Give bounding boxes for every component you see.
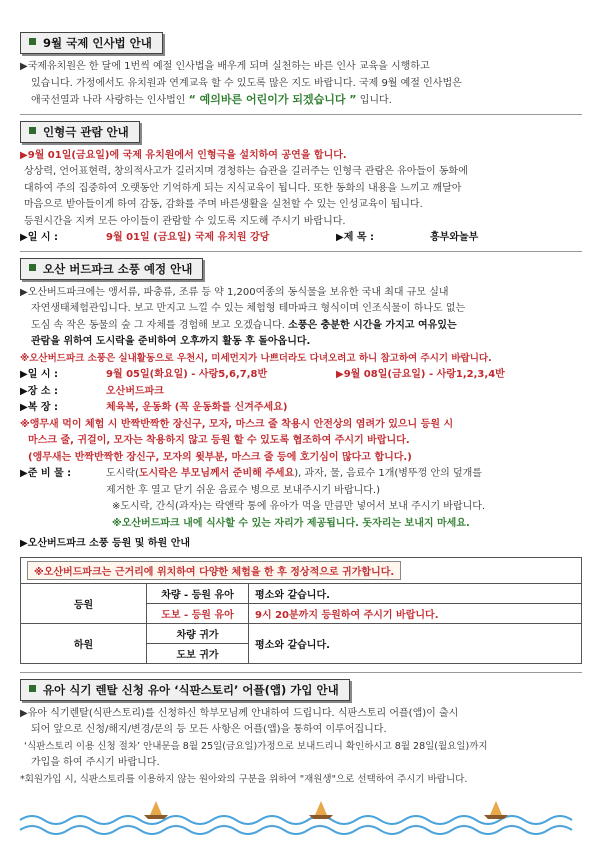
text-span: 도시락은 부모님께서 준비해 주세요	[138, 468, 295, 479]
text-line: ▶오산버드파크에는 앵서류, 파충류, 조류 등 약 1,200여종의 동식물을 보유한 국내 최대 규모 실내	[20, 286, 449, 298]
divider	[20, 251, 582, 252]
text-line: 상상력, 언어표현력, 창의적사고가 길러지며 경청하는 습관을 길러주는 인형극 관람은 유아들이 동화에	[24, 166, 468, 177]
dish-rental-paragraph	[20, 706, 582, 789]
text-line: 자연생태체험관입니다. 보고 만지고 느낄 수 있는 체험형 테마파크 형식이며 인조식물이 하나도 없는	[31, 303, 466, 314]
section-title-puppet-show: 인형극 관람 안내	[20, 121, 140, 143]
text-line: ※도시락, 간식(과자)는 락앤락 통에 유아가 먹을 만큼만 넣어서 보내 주시기 바랍니다.	[112, 501, 486, 512]
divider	[20, 114, 582, 115]
text-span: ), 과자, 물, 음료수 1개(병뚜껑 안의 덮개를	[294, 468, 482, 479]
section-title-dish-rental: 유아 식기 렌탈 신청 유아 ‘식판스토리’ 어플(앱) 가입 안내	[20, 679, 350, 701]
arrive-mode-bus: 차량 - 등원 유아	[147, 583, 249, 603]
schedule-title: ▶오산버드파크 소풍 등원 및 하원 안내	[20, 538, 191, 549]
section-title-greeting: 9월 국제 인사법 안내	[20, 32, 163, 54]
leave-label: 하원	[21, 623, 147, 663]
text-line: ‘식판스토리 이용 신청 절차’ 안내문을 8월 25일(금요일)가정으로 보내드리니 확인하시고 8월 28일(월요일)까지	[24, 740, 488, 752]
text-line: 등원시간을 지켜 모든 아이들이 관람할 수 있도록 지도해 주시기 바랍니다.	[24, 215, 346, 227]
date-value: 9월 01일 (금요일) 국제 유치원 강당	[106, 232, 270, 243]
text-line: 마음으로 받아들이게 하여 감동, 감화를 주며 바른생활을 실천할 수 있는 인성교육이 됩니다.	[24, 199, 423, 210]
place-label: ▶장 소 :	[20, 385, 58, 397]
topic-label: ▶제 목 :	[336, 232, 374, 243]
text-line: 제거한 후 열고 닫기 쉬운 음료수 병으로 보내주시기 바랍니다.)	[106, 484, 381, 496]
text-line: 있습니다. 가정에서도 유치원과 연계교육 할 수 있도록 많은 지도 바랍니다. 국제 9월 예절 인사법은	[31, 77, 462, 89]
arrive-info-bus: 평소와 같습니다.	[249, 583, 582, 603]
text-line: 관람을 위하여 도시락을 준비하여 오후까지 활동 후 돌아옵니다.	[31, 336, 311, 347]
arrive-mode-walk: 도보 - 등원 유아	[147, 603, 249, 623]
text-line: 되어 앞으로 신청/해지/변경/문의 등 모든 사항은 어플(앱)을 통하여 이루어집니다.	[31, 724, 387, 735]
date-value-2: ▶9월 08일(금요일) - 사랑1,2,3,4반	[336, 369, 505, 380]
text-span: 도시락(	[106, 468, 139, 479]
text-line: 가입을 하여 주시기 바랍니다.	[31, 757, 160, 768]
leave-mode-bus: 차량 귀가	[147, 623, 249, 643]
rain-note: ※오산버드파크 소풍은 실내활동으로 우천시, 미세먼지가 나쁘더라도 다녀오려고 하니 참고하여 주시기 바랍니다.	[20, 352, 492, 364]
arrive-label: 등원	[21, 583, 147, 623]
topic-value: 흥부와놀부	[430, 232, 479, 243]
schedule-table	[20, 557, 582, 664]
text-span: 입니다.	[356, 95, 392, 106]
divider	[20, 672, 582, 673]
sailboat-wave-icon	[0, 790, 600, 849]
greeting-paragraph	[20, 59, 582, 110]
dress-value: 체육복, 운동화 (꼭 운동화를 신겨주세요)	[106, 402, 288, 413]
table-row	[21, 557, 582, 583]
dress-label: ▶복 장 :	[20, 402, 58, 413]
schedule-note: ※오산버드파크는 근거리에 위치하여 다양한 체험을 한 후 정상적으로 귀가합니다.	[27, 561, 401, 580]
parrot-warning-line: ※앵무새 먹이 체험 시 반짝반짝한 장신구, 모자, 마스크 줄 착용시 안전상의 염려가 있으니 등원 시	[20, 418, 454, 430]
parrot-warning-line: 마스크 줄, 귀걸이, 모자는 착용하지 않고 등원 할 수 있도록 협조하여 주시기 바랍니다.	[28, 435, 410, 446]
leave-mode-walk: 도보 귀가	[147, 643, 249, 663]
schedule-title-text: 오산버드파크 소풍 등원 및 하원 안내	[27, 538, 191, 549]
arrive-info-walk: 9시 20분까지 등원하여 주시기 바랍니다.	[249, 603, 582, 623]
newsletter-page	[20, 32, 582, 788]
text-line: ▶국제유치원은 한 달에 1번씩 예절 인사법을 배우게 되며 실천하는 바른 인사 교육을 시행하고	[20, 61, 430, 72]
puppet-show-info-row	[20, 230, 582, 247]
leave-info: 평소와 같습니다.	[249, 623, 582, 663]
text-line	[20, 318, 582, 335]
table-row	[21, 583, 582, 603]
bird-park-place-row	[20, 384, 582, 401]
greeting-phrase: “ 예의바른 어린이가 되겠습니다 ”	[188, 93, 357, 106]
text-span: 도심 속 작은 동물의 숲 그 자체를 경험해 보고 오겠습니다.	[31, 319, 289, 331]
puppet-show-paragraph	[20, 148, 582, 247]
bird-park-prep-row	[20, 466, 582, 483]
text-line: ▶유아 식기렌탈(식판스토리)를 신청하신 학부모님께 안내하여 드립니다. 식판스토리 어플(앱)이 출시	[20, 707, 459, 719]
parrot-warning-line: (앵무새는 반짝반짝한 장신구, 모자의 윗부분, 마스크 줄 등에 호기심이 많다고 합니다.)	[28, 451, 412, 463]
place-value: 오산버드파크	[106, 385, 164, 397]
bird-park-dress-row	[20, 400, 582, 417]
section-title-bird-park: 오산 버드파크 소풍 예정 안내	[20, 258, 203, 280]
bird-park-paragraph	[20, 285, 582, 553]
text-line: *회원가입 시, 식판스토리를 이용하지 않는 원아와의 구분을 위하여 "재원생"으로 선택하여 주시기 바랍니다.	[20, 773, 468, 785]
date-label: ▶일 시 :	[20, 232, 58, 243]
table-row	[21, 623, 582, 643]
date-value-1: 9월 05일(화요일) - 사랑5,6,7,8반	[106, 369, 268, 380]
table-cell	[21, 557, 582, 583]
prep-value	[106, 466, 482, 483]
date-label: ▶일 시 :	[20, 369, 58, 380]
text-line: ※오산버드파크 내에 식사할 수 있는 자리가 제공됩니다. 돗자리는 보내지 마세요.	[112, 517, 470, 529]
text-line	[20, 92, 582, 110]
text-span: 소풍은 충분한 시간을 가지고 여유있는	[288, 319, 457, 331]
puppet-show-lead: ▶9월 01일(금요일)에 국제 유치원에서 인형극을 설치하여 공연을 합니다.	[20, 149, 347, 161]
bird-park-date-row	[20, 367, 582, 384]
prep-label: ▶준 비 물 :	[20, 468, 72, 479]
text-span: 애국선열과 나라 사랑하는 인사법인	[31, 95, 189, 106]
text-line: 대하여 주의 집중하여 오랫동안 기억하게 되는 지식교육이 됩니다. 또한 동화의 내용을 느끼고 깨달아	[24, 182, 462, 194]
